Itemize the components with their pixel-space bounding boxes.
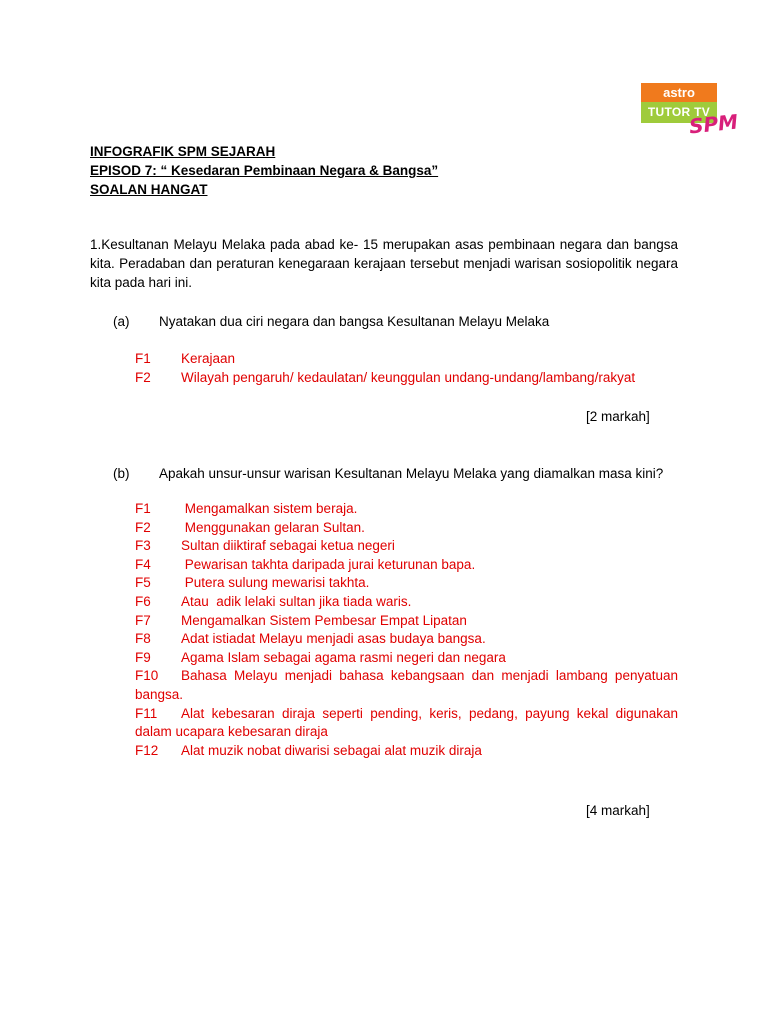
answer-code: F2 bbox=[135, 369, 151, 385]
question-b-label: (b) bbox=[113, 466, 130, 481]
answer-item bbox=[135, 369, 678, 388]
answer-code: F3 bbox=[135, 538, 151, 554]
answer-item bbox=[135, 593, 678, 612]
answer-code: F4 bbox=[135, 556, 151, 572]
answer-text: Menggunakan gelaran Sultan. bbox=[181, 519, 365, 535]
answer-item bbox=[135, 350, 678, 369]
intro-paragraph: 1.Kesultanan Melayu Melaka pada abad ke- 15 merupakan asas pembinaan negara dan bangsa kita. Peradaban dan peraturan kenegaraan kerajaan tersebut menjadi warisan sosiopolitik negara kita pada hari ini. bbox=[90, 237, 678, 290]
marks-a: [2 markah] bbox=[586, 409, 650, 424]
question-a-text: Nyatakan dua ciri negara dan bangsa Kesultanan Melayu Melaka bbox=[159, 314, 550, 329]
answer-code: F1 bbox=[135, 501, 151, 516]
header-section: SOALAN HANGAT bbox=[90, 182, 208, 197]
logo-brand: astro bbox=[641, 83, 717, 102]
logo-sub: TUTOR TV bbox=[641, 102, 717, 123]
answer-code: F2 bbox=[135, 519, 151, 535]
answer-text: Agama Islam sebagai agama rasmi negeri dan negara bbox=[181, 649, 506, 665]
answer-text: Atau adik lelaki sultan jika tiada waris. bbox=[181, 593, 412, 609]
answer-code: F1 bbox=[135, 351, 151, 366]
answer-text: Bahasa Melayu menjadi bahasa kebangsaan dan menjadi lambang penyatuan bangsa. bbox=[135, 668, 678, 702]
answer-text: Alat kebesaran diraja seperti pending, keris, pedang, payung kekal digunakan dalam ucapara kebesaran diraja bbox=[135, 705, 678, 740]
answer-item bbox=[135, 742, 678, 761]
answer-code: F9 bbox=[135, 649, 151, 665]
answer-text: Alat muzik nobat diwarisi sebagai alat muzik diraja bbox=[181, 742, 482, 758]
answer-item bbox=[135, 649, 678, 668]
marks-b: [4 markah] bbox=[586, 803, 650, 818]
question-b-text: Apakah unsur-unsur warisan Kesultanan Melayu Melaka yang diamalkan masa kini? bbox=[159, 466, 664, 481]
answer-text: Putera sulung mewarisi takhta. bbox=[181, 575, 370, 591]
question-a-label: (a) bbox=[113, 314, 130, 329]
header-title: INFOGRAFIK SPM SEJARAH bbox=[90, 144, 276, 159]
answer-code: F5 bbox=[135, 575, 151, 591]
answer-text: Wilayah pengaruh/ kedaulatan/ keunggulan undang-undang/lambang/rakyat bbox=[181, 369, 636, 385]
answer-text: Adat istiadat Melayu menjadi asas budaya bangsa. bbox=[181, 631, 486, 647]
answer-text: Kerajaan bbox=[181, 351, 236, 366]
answer-code: F7 bbox=[135, 612, 151, 628]
answer-item bbox=[135, 612, 678, 631]
astro-tutor-tv-logo bbox=[641, 83, 740, 139]
document-header bbox=[90, 142, 438, 199]
answer-list-b bbox=[135, 500, 678, 760]
answer-code: F8 bbox=[135, 631, 151, 647]
answer-text: Sultan diiktiraf sebagai ketua negeri bbox=[181, 538, 395, 554]
answer-item bbox=[135, 705, 678, 742]
answer-item bbox=[135, 537, 678, 556]
answer-item bbox=[135, 500, 678, 519]
answer-code: F6 bbox=[135, 593, 151, 609]
answer-code: F12 bbox=[135, 742, 159, 758]
answer-code: F10 bbox=[135, 668, 159, 684]
answer-item bbox=[135, 556, 678, 575]
header-episode: EPISOD 7: “ Kesedaran Pembinaan Negara & Bangsa” bbox=[90, 163, 439, 178]
answer-code: F11 bbox=[135, 705, 158, 721]
answer-list-a bbox=[135, 350, 678, 387]
answer-item bbox=[135, 574, 678, 593]
answer-item bbox=[135, 667, 678, 704]
answer-item bbox=[135, 630, 678, 649]
answer-item bbox=[135, 519, 678, 538]
logo-spm: SPM bbox=[687, 109, 740, 139]
answer-text: Mengamalkan Sistem Pembesar Empat Lipatan bbox=[181, 612, 467, 628]
answer-text: Pewarisan takhta daripada jurai keturunan bapa. bbox=[181, 556, 476, 572]
answer-text: Mengamalkan sistem beraja. bbox=[181, 501, 358, 516]
